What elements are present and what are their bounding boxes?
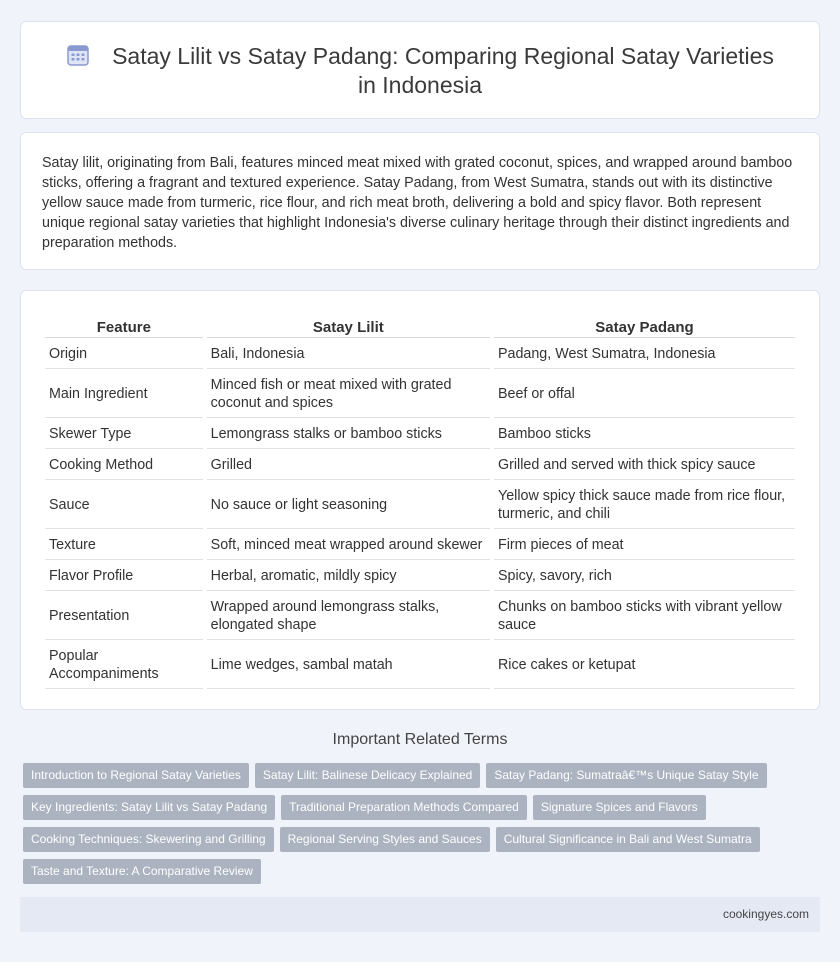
- feature-cell: Presentation: [45, 593, 203, 640]
- related-term-tag[interactable]: Key Ingredients: Satay Lilit vs Satay Padang: [23, 795, 275, 820]
- related-terms-heading: Important Related Terms: [332, 731, 508, 748]
- table-row: [45, 420, 795, 449]
- table-header-row: [45, 317, 795, 338]
- feature-cell: Flavor Profile: [45, 562, 203, 591]
- related-term-tag[interactable]: Taste and Texture: A Comparative Review: [23, 859, 261, 884]
- feature-cell: Cooking Method: [45, 451, 203, 480]
- header-satay-lilit: Satay Lilit: [207, 317, 490, 338]
- calendar-icon: [66, 43, 90, 67]
- satay-padang-cell: Bamboo sticks: [494, 420, 795, 449]
- related-term-tag[interactable]: Cultural Significance in Bali and West Sumatra: [496, 827, 760, 852]
- satay-lilit-cell: Lime wedges, sambal matah: [207, 642, 490, 689]
- header-feature: Feature: [45, 317, 203, 338]
- related-term-tag[interactable]: Satay Lilit: Balinese Delicacy Explained: [255, 763, 480, 788]
- satay-lilit-cell: No sauce or light seasoning: [207, 482, 490, 529]
- satay-lilit-cell: Herbal, aromatic, mildly spicy: [207, 562, 490, 591]
- comparison-table-card: [20, 290, 820, 710]
- related-term-tag[interactable]: Cooking Techniques: Skewering and Grilling: [23, 827, 274, 852]
- table-row: [45, 371, 795, 418]
- table-row: [45, 642, 795, 689]
- satay-lilit-cell: Grilled: [207, 451, 490, 480]
- feature-cell: Popular Accompaniments: [45, 642, 203, 689]
- related-term-tag[interactable]: Signature Spices and Flavors: [533, 795, 706, 820]
- table-row: [45, 562, 795, 591]
- related-term-tag[interactable]: Introduction to Regional Satay Varieties: [23, 763, 249, 788]
- feature-cell: Skewer Type: [45, 420, 203, 449]
- table-row: [45, 593, 795, 640]
- table-row: [45, 482, 795, 529]
- satay-padang-cell: Yellow spicy thick sauce made from rice flour, turmeric, and chili: [494, 482, 795, 529]
- intro-paragraph: Satay lilit, originating from Bali, features minced meat mixed with grated coconut, spices, and wrapped around bamboo sticks, offering a fragrant and textured experience. Satay Padang, from West Sumatra, stands out with its distinctive yellow sauce made from turmeric, rice flour, and rich meat broth, delivering a bold and spicy flavor. Both represent unique regional satay varieties that highlight Indonesia's diverse culinary heritage through their distinct ingredients and preparation methods.: [42, 155, 793, 251]
- satay-lilit-cell: Lemongrass stalks or bamboo sticks: [207, 420, 490, 449]
- satay-padang-cell: Chunks on bamboo sticks with vibrant yellow sauce: [494, 593, 795, 640]
- satay-lilit-cell: Minced fish or meat mixed with grated coconut and spices: [207, 371, 490, 418]
- page-title: [61, 42, 779, 100]
- header-satay-padang: Satay Padang: [494, 317, 795, 338]
- satay-padang-cell: Padang, West Sumatra, Indonesia: [494, 340, 795, 369]
- satay-lilit-cell: Bali, Indonesia: [207, 340, 490, 369]
- satay-lilit-cell: Wrapped around lemongrass stalks, elongated shape: [207, 593, 490, 640]
- table-row: [45, 451, 795, 480]
- feature-cell: Texture: [45, 531, 203, 560]
- footer-site-link[interactable]: cookingyes.com: [722, 907, 809, 921]
- satay-padang-cell: Grilled and served with thick spicy sauce: [494, 451, 795, 480]
- related-term-tag[interactable]: Traditional Preparation Methods Compared: [281, 795, 527, 820]
- comparison-table: [41, 315, 799, 691]
- related-term-tag[interactable]: Regional Serving Styles and Sauces: [280, 827, 490, 852]
- feature-cell: Sauce: [45, 482, 203, 529]
- intro-card: [20, 132, 820, 270]
- satay-padang-cell: Firm pieces of meat: [494, 531, 795, 560]
- table-row: [45, 340, 795, 369]
- feature-cell: Origin: [45, 340, 203, 369]
- title-card: [20, 21, 820, 119]
- satay-padang-cell: Rice cakes or ketupat: [494, 642, 795, 689]
- related-terms-list: [23, 763, 803, 891]
- table-row: [45, 531, 795, 560]
- satay-padang-cell: Beef or offal: [494, 371, 795, 418]
- page-title-text: Satay Lilit vs Satay Padang: Comparing Regional Satay Varieties in Indonesia: [112, 43, 774, 98]
- footer: [20, 897, 820, 932]
- feature-cell: Main Ingredient: [45, 371, 203, 418]
- satay-lilit-cell: Soft, minced meat wrapped around skewer: [207, 531, 490, 560]
- related-term-tag[interactable]: Satay Padang: Sumatraâ€™s Unique Satay Style: [486, 763, 766, 788]
- satay-padang-cell: Spicy, savory, rich: [494, 562, 795, 591]
